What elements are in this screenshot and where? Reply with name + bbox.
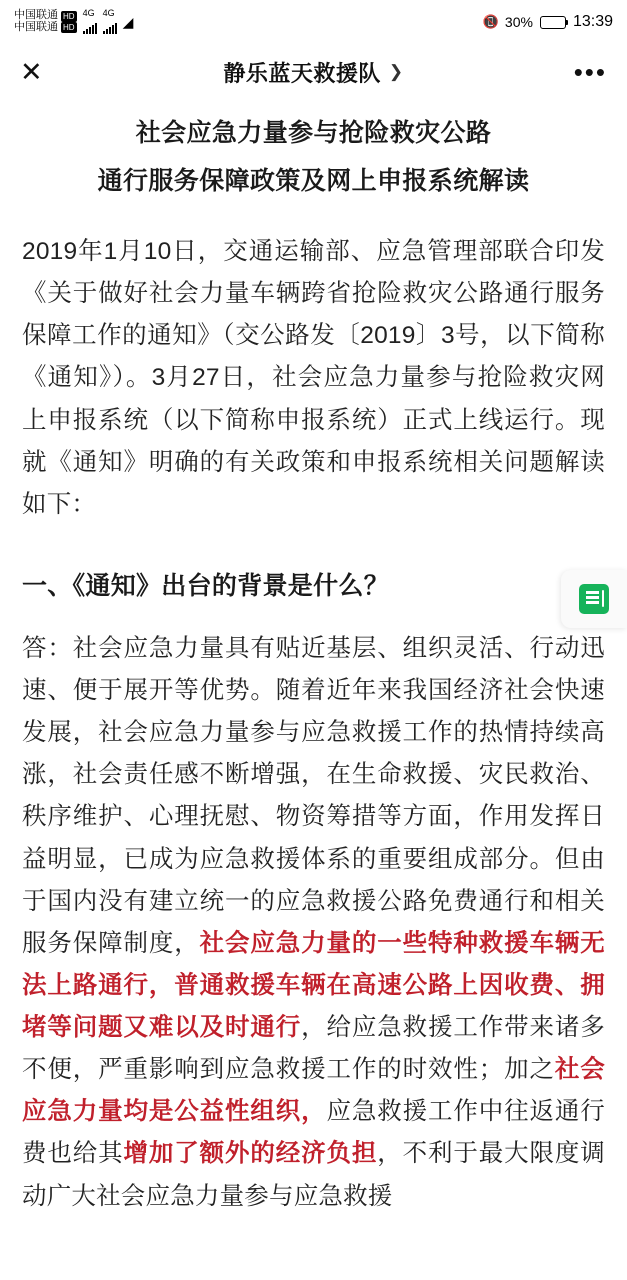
more-options-icon[interactable]: ••• (573, 56, 607, 87)
battery-shell (540, 16, 566, 29)
article-paragraph-1: 2019年1月10日，交通运输部、应急管理部联合印发《关于做好社会力量车辆跨省抢险救灾公路通行服务保障工作的通知》（交公路发〔2019〕3号，以下简称《通知》）。3月27日，社会应急力量参与抢险救灾网上申报系统（以下简称申报系统）正式上线运行。现就《通知》明确的有关政策和申报系统相关问题解读如下： (22, 238, 605, 518)
answer-text-part-4: ，不利于最大限度调动广大社会应急力量参与应急救援 (22, 1140, 605, 1210)
signal-bars-icon-1 (83, 23, 97, 34)
answer-highlight-2: 社会应急力量均是公益性组织， (22, 1056, 605, 1126)
signal-bars-icon-2 (103, 23, 117, 34)
network-type-1: 4G (82, 7, 95, 18)
vibrate-icon: 📵 (482, 14, 498, 29)
chevron-right-icon: ❯ (388, 62, 404, 81)
carrier-name-1: 中国联通 (14, 9, 58, 22)
carrier-name-2: 中国联通 (14, 21, 58, 33)
clock-label: 13:39 (572, 13, 613, 30)
article-headline-line-2: 通行服务保障政策及网上申报系统解读 (97, 166, 530, 195)
answer-text-part-3: 应急救援工作中往返通行费也给其 (22, 1098, 605, 1168)
network-type-2: 4G (102, 7, 115, 18)
article-body (0, 100, 627, 1218)
hd-badge-1: HD (63, 11, 75, 21)
battery-icon (540, 16, 566, 29)
signal-group-2 (102, 7, 117, 34)
article-paragraph-answer (22, 628, 605, 1218)
status-bar-right (483, 13, 613, 31)
hd-badge-2: HD (63, 23, 75, 33)
answer-text-part-1: 答：社会应急力量具有贴近基层、组织灵活、行动迅速、便于展开等优势。随着近年来我国经济社会快速发展，社会应急力量参与应急救援工作的热情持续高涨，社会责任感不断增强，在生命救援、灾民救治、秩序维护、心理抚慰、物资筹措等方面，作用发挥日益明显，已成为应急救援体系的重要组成部分。但由于国内没有建立统一的应急救援公路免费通行和相关服务保障制度， (22, 634, 605, 957)
page-title[interactable] (54, 57, 573, 88)
floating-note-button[interactable] (561, 570, 627, 628)
navigation-bar (0, 44, 627, 100)
answer-text-part-2: ，给应急救援工作带来诸多不便，严重影响到应急救援工作的时效性；加之 (22, 1014, 606, 1084)
carrier-row-2 (14, 22, 77, 34)
account-name-label: 静乐蓝天救援队 (223, 60, 381, 86)
article-section-title-1: 一、《通知》出台的背景是什么？ (22, 571, 390, 600)
answer-highlight-1: 社会应急力量的一些特种救援车辆无法上路通行，普通救援车辆在高速公路上因收费、拥堵等问题又难以及时通行 (22, 929, 605, 1041)
carrier-info (14, 10, 77, 33)
wifi-icon: ◢ (122, 14, 134, 30)
battery-percent-label: 30% (504, 14, 533, 30)
article-headline-line-1: 社会应急力量参与抢险救灾公路 (135, 119, 492, 147)
signal-group-1 (82, 7, 97, 34)
note-list-icon (579, 584, 609, 614)
close-icon[interactable]: ✕ (20, 56, 43, 87)
status-bar (0, 0, 627, 44)
status-bar-left (14, 7, 134, 33)
answer-highlight-3: 增加了额外的经济负担 (123, 1140, 378, 1168)
